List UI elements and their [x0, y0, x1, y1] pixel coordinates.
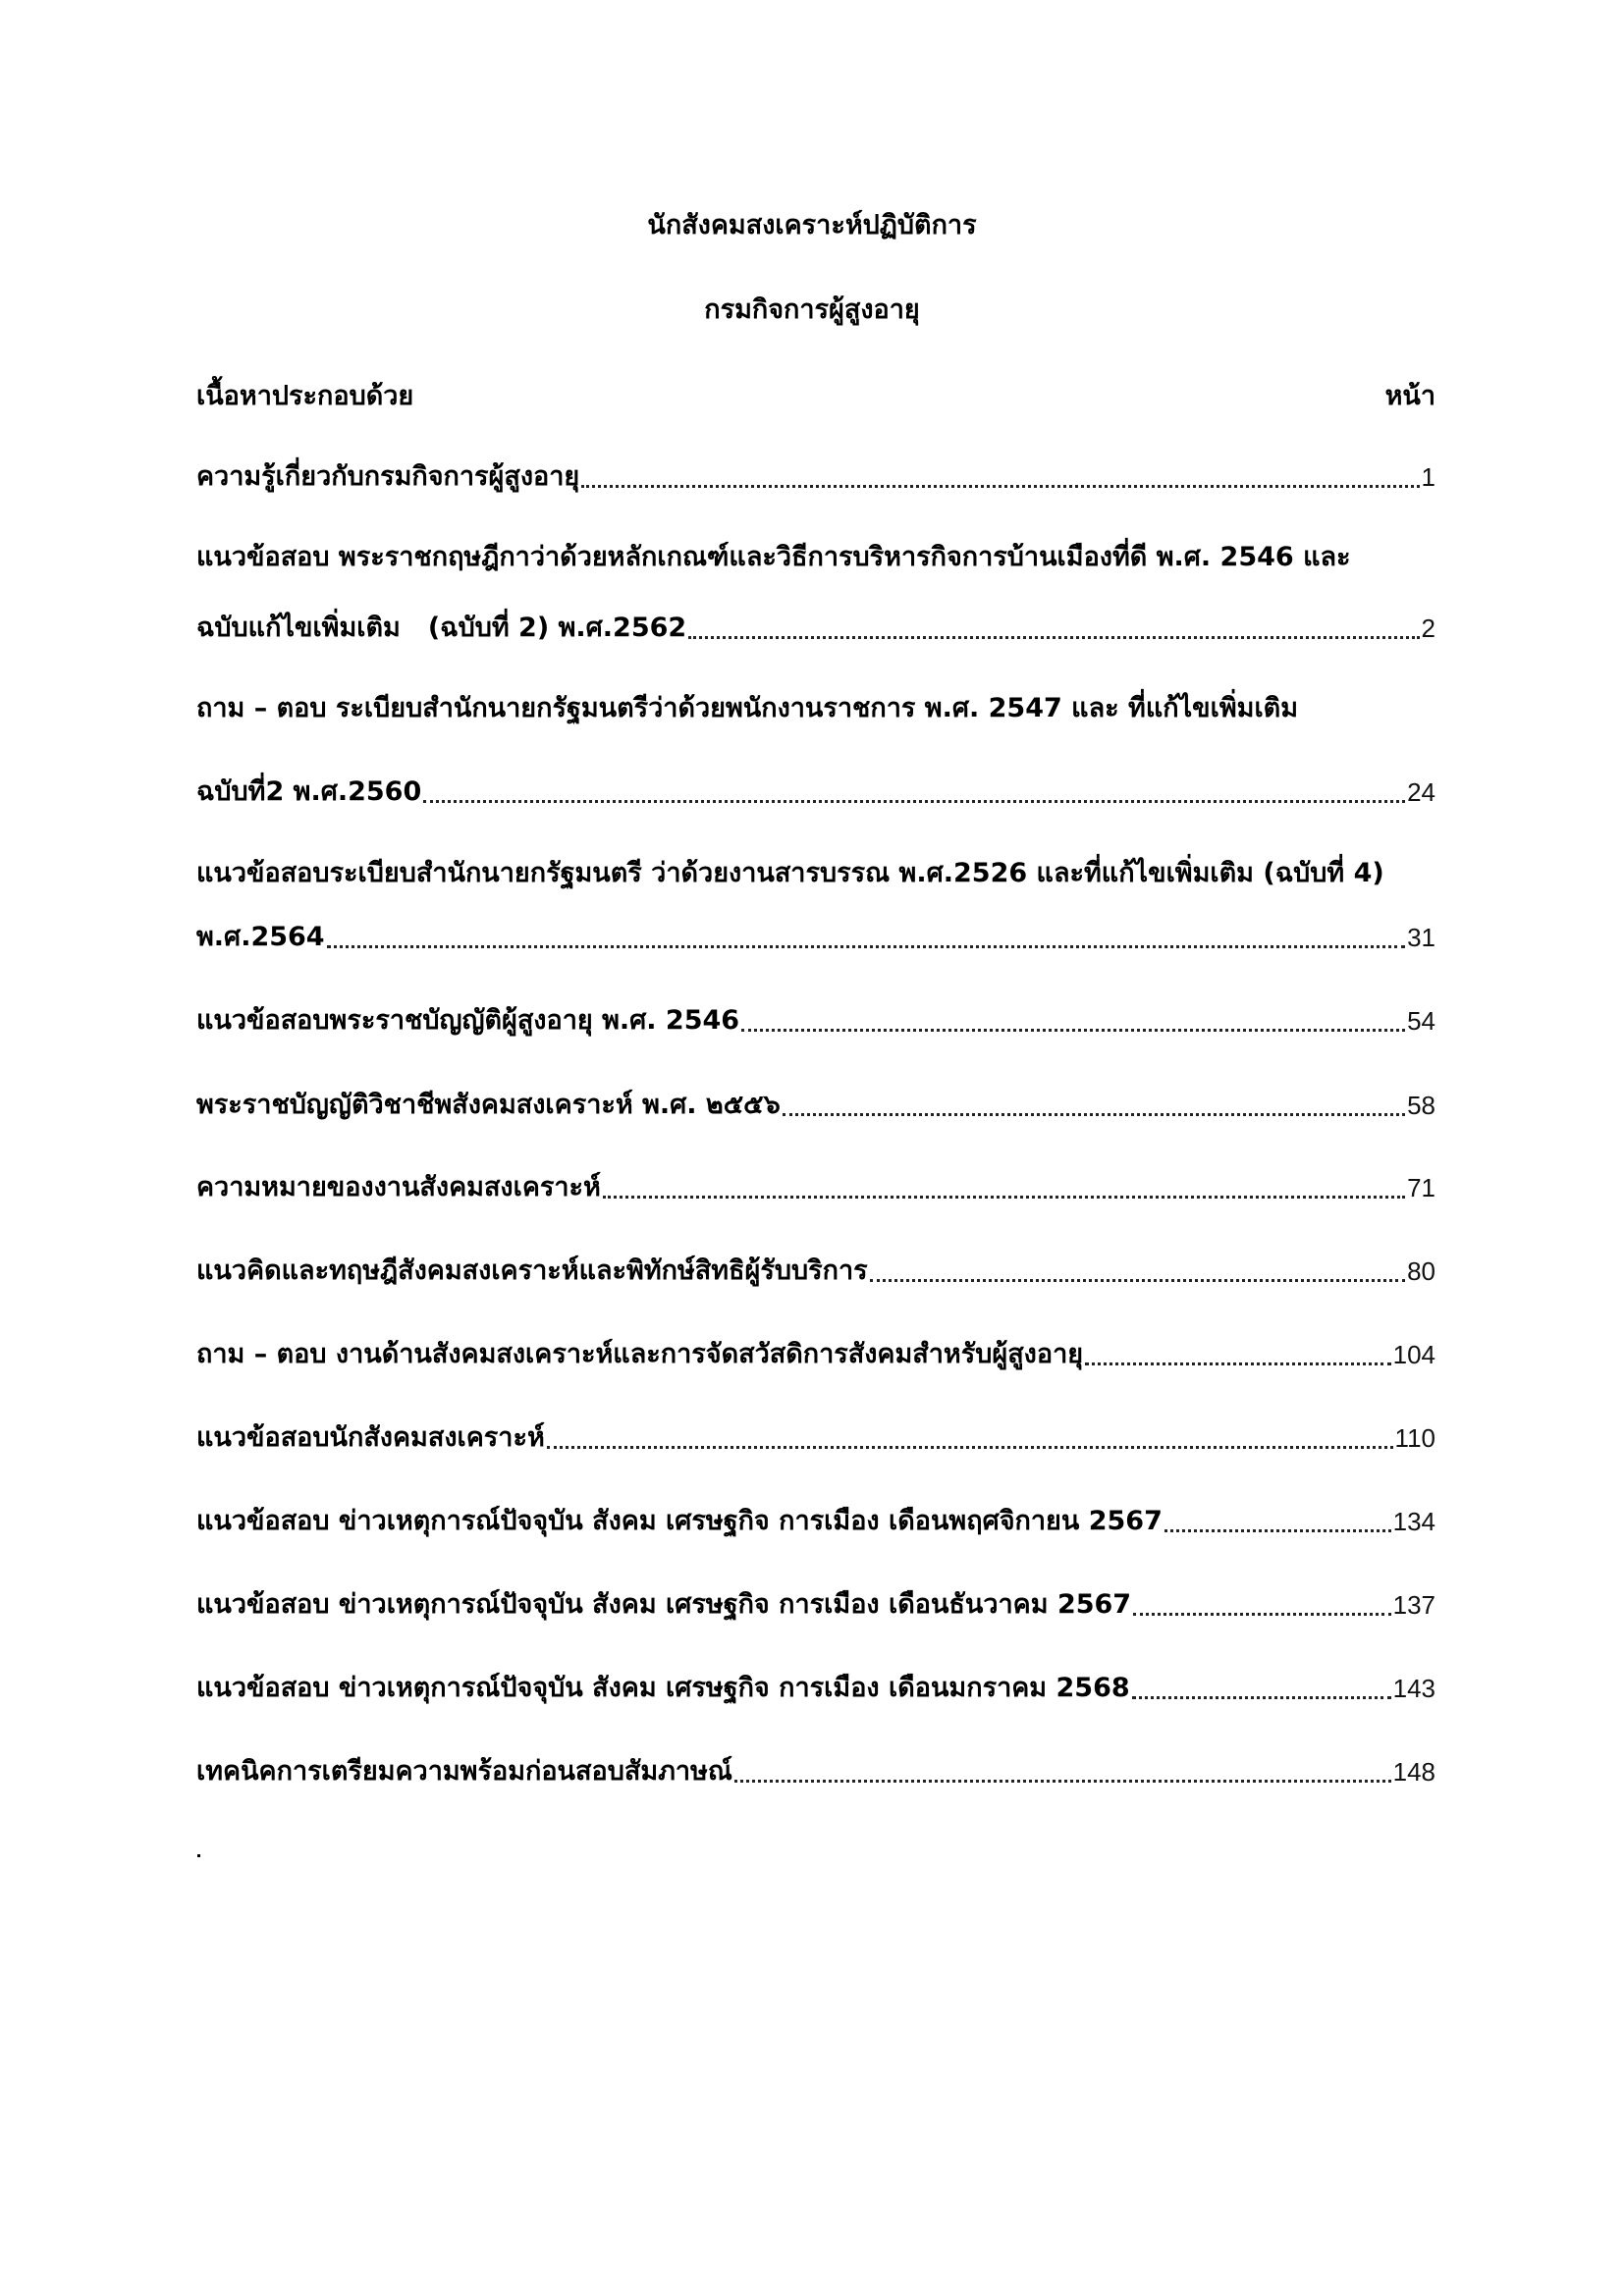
toc-entry-page: 137	[1392, 1590, 1435, 1620]
dot-leader	[739, 1001, 1407, 1041]
toc-entry-title: แนวข้อสอบพระราชบัญญัติผู้สูงอายุ พ.ศ. 2546	[196, 1005, 740, 1036]
toc-entry-page: 104	[1392, 1340, 1435, 1369]
document-title: นักสังคมสงเคราะห์ปฏิบัติการ	[647, 210, 977, 240]
toc-entry-correspondence-regulation-line1[interactable]: แนวข้อสอบระเบียบสำนักนายกรัฐมนตรี ว่าด้วยงานสารบรรณ พ.ศ.2526 และที่แก้ไขเพิ่มเติม (ฉบับที่ 4)	[196, 858, 1384, 888]
dot-leader	[1130, 1669, 1393, 1708]
dot-leader	[732, 1752, 1393, 1791]
toc-entry-page: 143	[1392, 1674, 1435, 1703]
toc-header-contents-label: เนื้อหาประกอบด้วย	[196, 380, 414, 411]
dot-leader	[579, 457, 1421, 497]
toc-entry-page: 80	[1407, 1256, 1435, 1286]
toc-entry-correspondence-regulation[interactable]	[196, 918, 1435, 957]
toc-entry-knowledge-department[interactable]	[196, 457, 1435, 497]
toc-entry-good-governance-decree[interactable]	[196, 609, 1435, 648]
dot-leader	[1131, 1585, 1393, 1625]
toc-entry-title-cont: ฉบับแก้ไขเพิ่มเติม	[196, 613, 401, 643]
toc-entry-page: 31	[1407, 923, 1435, 952]
trailing-period-mark	[197, 1854, 200, 1857]
toc-entry-government-employee-regulation-line1[interactable]: ถาม – ตอบ ระเบียบสำนักนายกรัฐมนตรีว่าด้วยพนักงานราชการ พ.ศ. 2547 และ ที่แก้ไขเพิ่มเติม	[196, 693, 1299, 723]
toc-entry-page: 148	[1392, 1757, 1435, 1787]
toc-entry-social-work-profession-act[interactable]	[196, 1086, 1435, 1125]
toc-entry-government-employee-regulation[interactable]	[196, 773, 1435, 812]
toc-entry-title: แนวข้อสอบ ข่าวเหตุการณ์ปัจจุบัน สังคม เศรษฐกิจ การเมือง เดือนมกราคม 2568	[196, 1673, 1130, 1703]
toc-entry-meaning-social-work[interactable]	[196, 1168, 1435, 1207]
toc-entry-page: 2	[1421, 614, 1435, 643]
toc-header	[196, 375, 1435, 414]
toc-entry-page: 24	[1407, 777, 1435, 807]
toc-entry-title: ถาม – ตอบ งานด้านสังคมสงเคราะห์และการจัดสวัสดิการสังคมสำหรับผู้สูงอายุ	[196, 1339, 1084, 1369]
toc-entry-title: แนวข้อสอบนักสังคมสงเคราะห์	[196, 1422, 545, 1453]
toc-entry-page: 110	[1394, 1423, 1435, 1453]
toc-entry-page: 134	[1392, 1507, 1435, 1536]
toc-entry-news-jan-2568[interactable]	[196, 1669, 1435, 1708]
toc-header-page-label: หน้า	[1384, 380, 1435, 411]
document-subtitle: กรมกิจการผู้สูงอายุ	[704, 294, 920, 325]
toc-entry-qa-elderly-welfare[interactable]	[196, 1335, 1435, 1374]
toc-entry-title: เทคนิคการเตรียมความพร้อมก่อนสอบสัมภาษณ์	[196, 1756, 732, 1787]
toc-entry-interview-preparation[interactable]	[196, 1752, 1435, 1791]
toc-entry-title: แนวข้อสอบ ข่าวเหตุการณ์ปัจจุบัน สังคม เศรษฐกิจ การเมือง เดือนธันวาคม 2567	[196, 1589, 1132, 1620]
toc-entry-social-work-theory[interactable]	[196, 1252, 1435, 1291]
toc-entry-title: แนวข้อสอบ ข่าวเหตุการณ์ปัจจุบัน สังคม เศรษฐกิจ การเมือง เดือนพฤศจิกายน 2567	[196, 1506, 1163, 1536]
toc-entry-page: 71	[1407, 1173, 1435, 1202]
dot-leader	[545, 1418, 1395, 1458]
toc-entry-social-worker-exam[interactable]	[196, 1418, 1435, 1458]
dot-leader	[601, 1168, 1407, 1207]
dot-leader	[325, 918, 1407, 957]
toc-entry-title: ความหมายของงานสังคมสงเคราะห์	[196, 1172, 601, 1202]
toc-entry-page: 58	[1407, 1091, 1435, 1120]
dot-leader	[781, 1086, 1407, 1125]
dot-leader	[868, 1252, 1407, 1291]
toc-entry-title-cont: ฉบับที่2 พ.ศ.2560	[196, 776, 422, 807]
toc-entry-news-nov-2567[interactable]	[196, 1502, 1435, 1541]
toc-entry-title: แนวคิดและทฤษฎีสังคมสงเคราะห์และพิทักษ์สิทธิผู้รับบริการ	[196, 1255, 868, 1286]
toc-entry-title: ความรู้เกี่ยวกับกรมกิจการผู้สูงอายุ	[196, 461, 580, 492]
dot-leader	[1163, 1502, 1393, 1541]
toc-entry-page: 1	[1421, 462, 1435, 492]
dot-leader	[1083, 1335, 1393, 1374]
dot-leader	[421, 773, 1407, 812]
toc-entry-title-cont2: (ฉบับที่ 2) พ.ศ.2562	[427, 613, 687, 643]
toc-entry-title-cont: พ.ศ.2564	[196, 922, 325, 952]
toc-entry-news-dec-2567[interactable]	[196, 1585, 1435, 1625]
toc-entry-title: พระราชบัญญัติวิชาชีพสังคมสงเคราะห์ พ.ศ. ๒๕๕๖	[196, 1090, 781, 1120]
toc-entry-good-governance-decree-line1[interactable]: แนวข้อสอบ พระราชกฤษฎีกาว่าด้วยหลักเกณฑ์และวิธีการบริหารกิจการบ้านเมืองที่ดี พ.ศ. 2546 และ	[196, 542, 1351, 572]
toc-entry-page: 54	[1407, 1006, 1435, 1036]
toc-entry-elderly-act[interactable]	[196, 1001, 1435, 1041]
dot-leader	[686, 609, 1421, 648]
